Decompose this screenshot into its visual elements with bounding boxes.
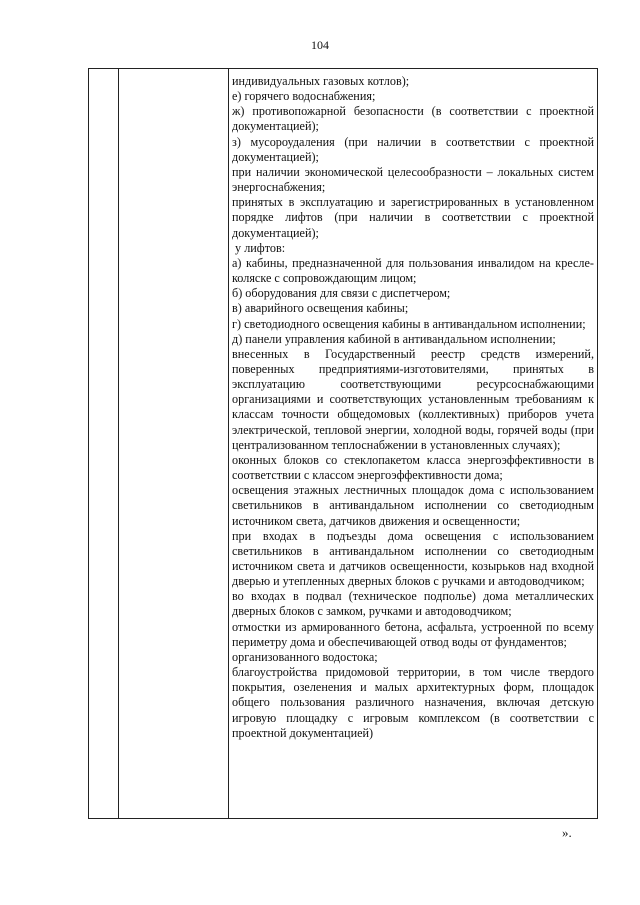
paragraph: принятых в эксплуатацию и зарегистрированных в установленном порядке лифтов (при наличии в соответствии с проектной документацией);	[232, 195, 594, 240]
paragraph: организованного водостока;	[232, 649, 378, 664]
page-number: 104	[311, 38, 329, 52]
table-text-cell	[232, 74, 594, 741]
paragraph: е) горячего водоснабжения;	[232, 89, 376, 104]
paragraph: в) аварийного освещения кабины;	[232, 301, 409, 316]
table-column-divider	[228, 69, 229, 818]
paragraph: ж) противопожарной безопасности (в соответствии с проектной документацией);	[232, 104, 594, 134]
paragraph: благоустройства придомовой территории, в том числе твердого покрытия, озеленения и малых архитектурных форм, площадок общего пользования различного назначения, включая детскую игровую площадку с игровым комплексом (в соответствии с проектной документацией)	[232, 665, 594, 740]
paragraph: при входах в подъезды дома освещения с использованием светильников в антивандальном исполнении со светодиодным источником света и датчиков освещенности, козырьков над входной дверью и утепленных дверных блоков с ручками и автодоводчиком;	[232, 528, 594, 589]
paragraph: внесенных в Государственный реестр средств измерений, поверенных предприятиями-изготовителями, принятых в эксплуатацию соответствующими ресурсоснабжающими организациями и соответствующих установленным требованиям к классам точности общедомовых (коллективных) приборов учета электрической, тепловой энергии, холодной воды, горячей воды (при централизованном теплоснабжении в установленных случаях);	[232, 346, 594, 452]
paragraph: а) кабины, предназначенной для пользования инвалидом на кресле-коляске с сопровождающим лицом;	[232, 255, 594, 286]
paragraph: освещения этажных лестничных площадок дома с использованием светильников в антивандальном исполнении со светодиодным источником света, датчиков движения и освещенности;	[232, 483, 594, 528]
paragraph: при наличии экономической целесообразности – локальных систем энергоснабжения;	[232, 164, 594, 195]
paragraph: з) мусороудаления (при наличии в соответствии с проектной документацией);	[232, 134, 594, 164]
paragraph: индивидуальных газовых котлов);	[232, 74, 410, 88]
paragraph: г) светодиодного освещения кабины в антивандальном исполнении;	[232, 316, 586, 331]
paragraph: оконных блоков со стеклопакетом класса энергоэффективности в соответствии с классом энергоэффективности дома;	[232, 452, 594, 483]
closing-quote-mark: ».	[562, 825, 572, 840]
paragraph: д) панели управления кабиной в антивандальном исполнении;	[232, 331, 556, 346]
paragraph: во входах в подвал (техническое подполье) дома металлических дверных блоков с замком, ручками и автодоводчиком;	[232, 589, 594, 619]
table-column-divider	[118, 69, 119, 818]
paragraph: у лифтов:	[232, 240, 286, 255]
document-table	[88, 68, 598, 819]
paragraph: отмостки из армированного бетона, асфальта, устроенной по всему периметру дома и обеспечивающей отвод воды от фундаментов;	[232, 619, 594, 649]
paragraph: б) оборудования для связи с диспетчером;	[232, 286, 451, 301]
